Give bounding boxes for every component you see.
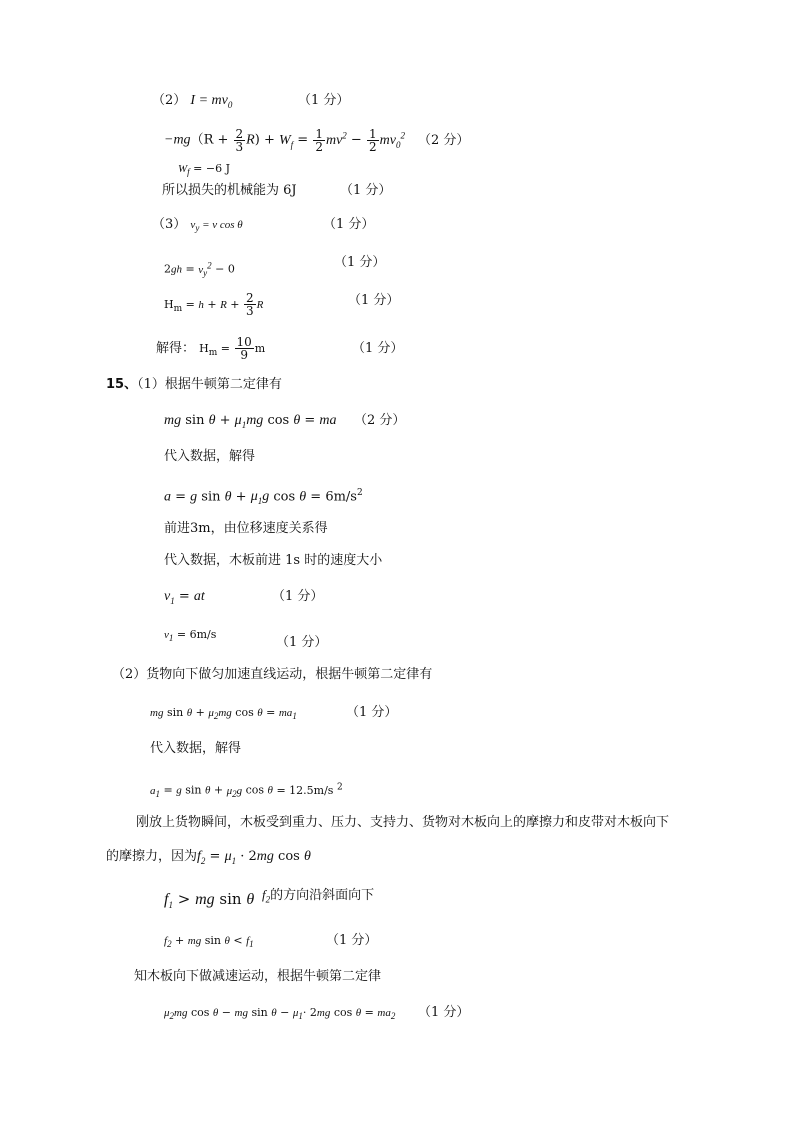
formula-impulse: $I = mv_0$ <box>190 93 233 110</box>
formula-a1: $a_1 = g$ $\sin \theta + \mu_2g$ cos θ = 12.5m/s $^2$ <box>150 782 343 799</box>
item-label: （3） <box>152 217 187 232</box>
item-2-label <box>152 92 232 114</box>
paragraph-forces-2: 的摩擦力，因为$f_2 = \mu_1 \cdot 2mg$ cos θ <box>106 849 311 866</box>
paragraph-text: 的摩擦力，因为 <box>106 849 198 864</box>
formula-v1-value: $v_1 = 6m/s$ <box>164 628 217 644</box>
question-number: 15、 <box>106 377 138 392</box>
formula-f2-compare: $f_2$ + mg $\sin \theta < f_1$ <box>164 934 254 950</box>
points-10: （1 分） <box>276 635 328 650</box>
formula-wf: $W_f = -6$ J <box>178 162 231 178</box>
formula-newton-2: mg $\sin \theta + \mu_2mg$ $\cos \theta = ma_1$ <box>150 706 297 722</box>
points-1: （1 分） <box>298 93 350 108</box>
points-5: （1 分） <box>334 255 386 270</box>
points-8: （2 分） <box>354 413 406 428</box>
formula-2gh: $2gh = v_y^2 - 0$ <box>164 260 235 278</box>
result-hm: 解得： $H_m$ = $\frac{10}{9}$ m <box>156 335 266 362</box>
formula-energy: −mg（R + $\frac{2}{3}$ $R) + W_f$ = $\frac{1}{2}$ $mv^2$ − $\frac{1}{2}$ $mv_0^2$ <box>164 126 405 154</box>
formula-a: a = g $\sin \theta + \mu_1g$ $\cos \theta = 6m/s^2$ <box>164 488 363 507</box>
points-6: （1 分） <box>348 293 400 308</box>
formula-hm: $H_m = h + R$ + $\frac{2}{3}$ R <box>164 291 264 318</box>
points-9: （1 分） <box>272 589 324 604</box>
formula-f1-compare: $f_1$ > mg sin θ <box>164 890 255 911</box>
points-13: （1 分） <box>418 1005 470 1020</box>
text-forward-3m: 前进3m，由位移速度关系得 <box>164 521 328 536</box>
points-11: （1 分） <box>346 705 398 720</box>
points-2: （2 分） <box>418 133 470 148</box>
f2-direction-text: 的方向沿斜面向下 <box>270 888 375 903</box>
text-substitute-2: 代入数据，木板前进 1s 时的速度大小 <box>164 553 383 568</box>
formula-v1-at: $v_1$ = at <box>164 589 205 606</box>
paragraph-decelerate: 知木板向下做减速运动，根据牛顿第二定律 <box>134 969 382 984</box>
text-substitute-1: 代入数据，解得 <box>164 449 256 464</box>
text-mechanical-energy-loss: 所以损失的机械能为 6J <box>162 183 297 198</box>
paragraph-forces-1: 刚放上货物瞬间，木板受到重力、压力、支持力、货物对木板向上的摩擦力和皮带对木板向下 <box>136 815 670 830</box>
points-3: （1 分） <box>340 183 392 198</box>
item-label: （2） <box>152 93 187 108</box>
points-4: （1 分） <box>323 217 375 232</box>
points-12: （1 分） <box>326 933 378 948</box>
formula-newton-1: mg $\sin \theta + \mu_1mg$ cos θ = ma <box>164 413 337 430</box>
question-15-part-2: （2）货物向下做匀加速直线运动，根据牛顿第二定律有 <box>112 667 433 682</box>
question-15-part-1: （1）根据牛顿第二定律有 <box>137 377 282 392</box>
formula-vy: $v_y = v$ cos θ <box>190 219 243 234</box>
result-label: 解得： <box>156 341 196 356</box>
text-f2-direction: $f_2$的方向沿斜面向下 <box>262 887 375 905</box>
item-3-label <box>152 216 243 237</box>
formula-newton-3: $\mu_2mg$ cos θ − mg $\sin \theta - \mu_1\cdot 2mg$ $\cos \theta = ma_2$ <box>164 1006 396 1022</box>
question-15-header <box>106 376 282 394</box>
text-substitute-3: 代入数据，解得 <box>150 741 242 756</box>
points-7: （1 分） <box>352 341 404 356</box>
